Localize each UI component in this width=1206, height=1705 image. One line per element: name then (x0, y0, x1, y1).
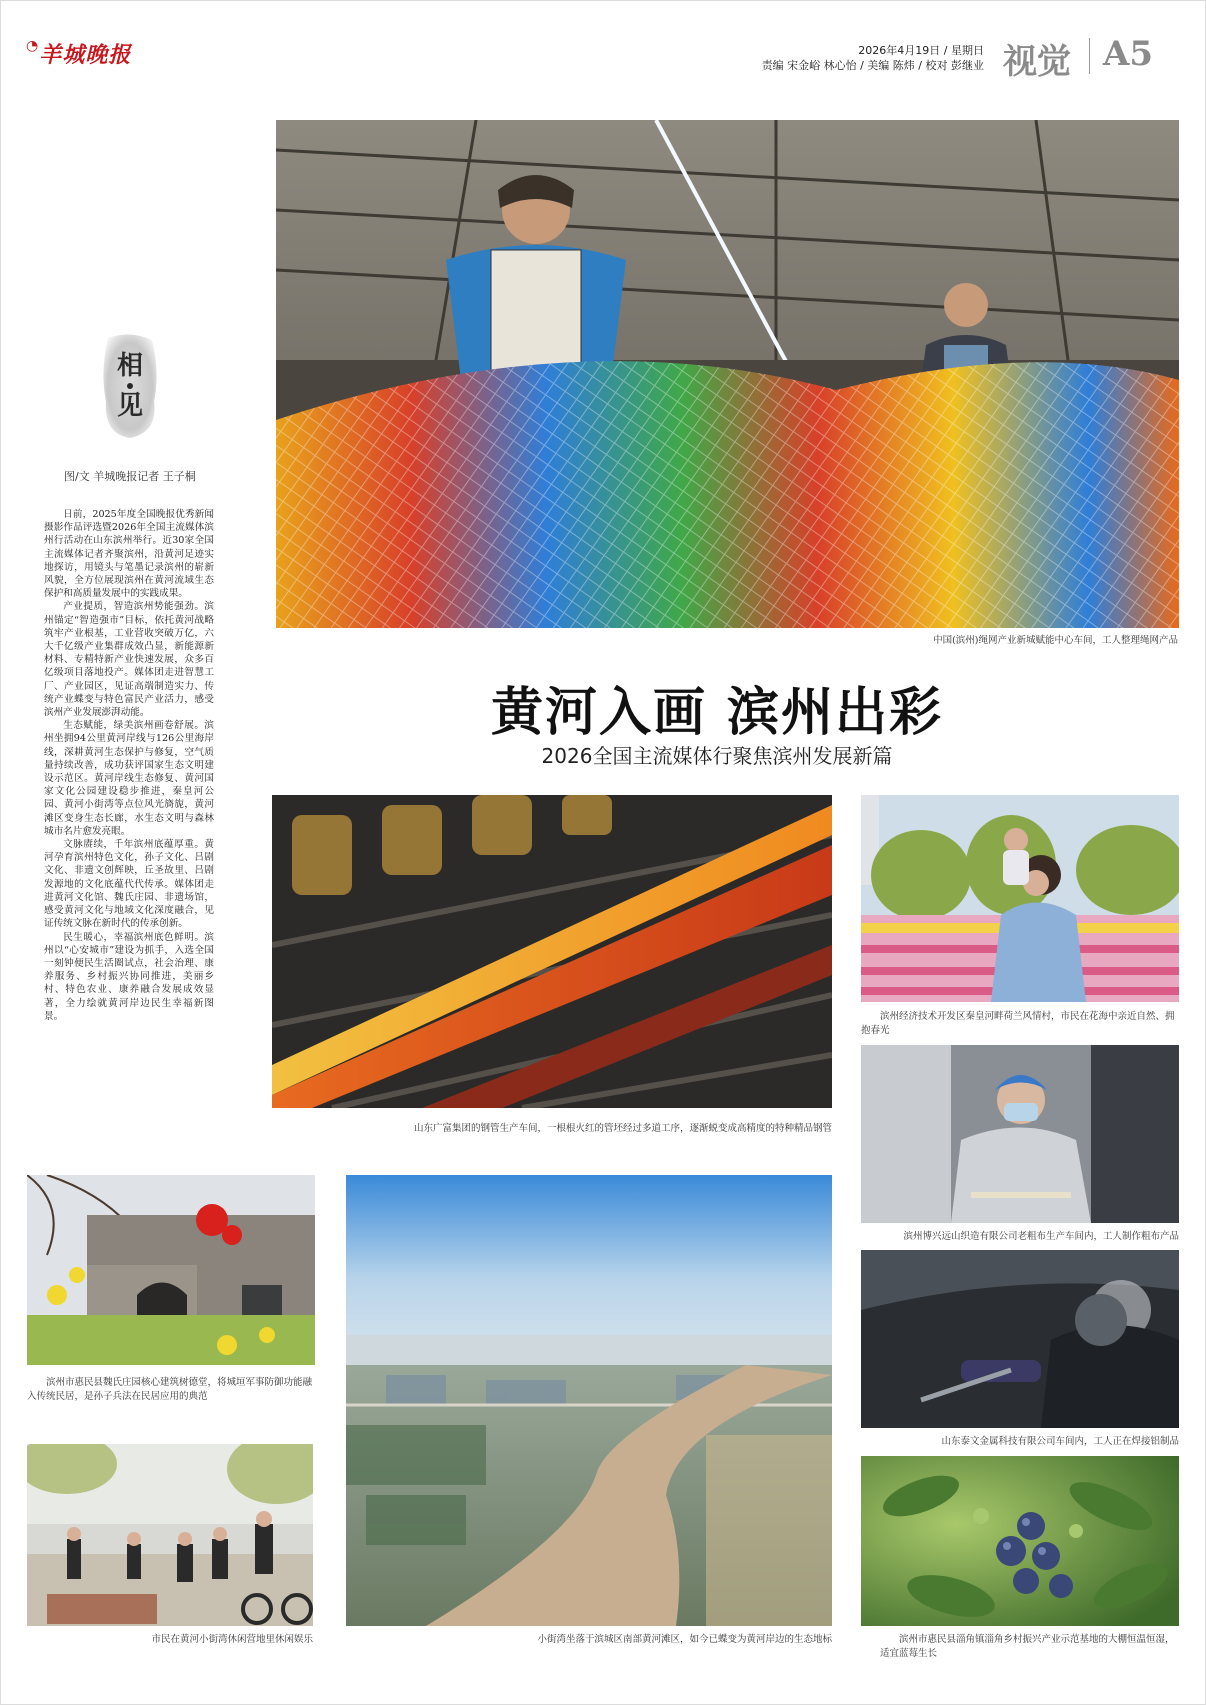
header-page-number: A5 (1103, 34, 1154, 74)
column-logo-top: 相 (116, 351, 144, 381)
article-body (44, 508, 214, 1023)
photo-steel-pipes (272, 795, 832, 1108)
caption-steel: 山东广富集团的钢管生产车间，一根根火红的管坯经过多道工序，逐渐蜕变成高精度的特种精品钢管 (413, 1123, 832, 1134)
header-divider (1089, 38, 1090, 74)
masthead-logo-text: 羊城晚报 (39, 42, 132, 68)
photo-welding (861, 1250, 1179, 1428)
caption-tulips: 滨州经济技术开发区秦皇河畔荷兰风情村，市民在花海中亲近自然、拥抱春光 (861, 1011, 1175, 1036)
main-title: 黄河入画 滨州出彩 (490, 682, 944, 743)
header-section: 视觉 (1003, 42, 1071, 82)
caption-blueberries: 滨州市惠民县淄角镇淄角乡村振兴产业示范基地的大棚恒温恒湿，适宜蓝莓生长 (880, 1634, 1175, 1659)
article-paragraph: 生态赋能，绿美滨州画卷舒展。滨州坐拥94公里黄河岸线与126公里海岸线，深耕黄河生态保护与修复，空气质量持续改善，成功获评国家生态文明建设示范区。黄河岸线生态修复、黄河国家文化公园建设稳步推进，秦皇河公园、黄河小街湾等点位风光旖旎，黄河滩区变身生态长廊，水生态文明与森林城市名片愈发亮眼。 (44, 720, 214, 837)
header-date: 2026年4月19日 / 星期日 (858, 44, 984, 57)
article-paragraph: 文脉赓续，千年滨州底蕴厚重。黄河孕育滨州特色文化，孙子文化、吕剧文化、非遗文创辉映，丘圣故里、吕剧发源地的文化底蕴代代传承。媒体团走进黄河文化馆、魏氏庄园、非遗场馆，感受黄河文化与地域文化深度融合，见证传统文脉在新时代的传承创新。 (44, 839, 214, 930)
article-paragraph: 产业提质，智造滨州势能强劲。滨州锚定“智造强市”目标，依托黄河战略筑牢产业根基，工业营收突破万亿，六大千亿级产业集群成效凸显，新能源新材料、专精特新产业快速发展，众多百亿级项目落地投产。媒体团走进智慧工厂、产业园区，见证高端制造实力、传统产业蝶变与特色富民产业活力，感受滨州产业发展澎湃动能。 (44, 601, 214, 719)
column-logo (100, 332, 160, 440)
ink-splash-icon (100, 332, 160, 440)
article-paragraph: 日前，2025年度全国晚报优秀新闻摄影作品评选暨2026年全国主流媒体滨州行活动在山东滨州举行。近30家全国主流媒体记者齐聚滨州，沿黄河足迹实地探访，用镜头与笔墨记录滨州的崭新风貌，全方位展现滨州在黄河流域生态保护和高质量发展中的实践成果。 (44, 509, 214, 600)
photo-tulips (861, 795, 1179, 1002)
logo-mark-icon: ◔ (26, 38, 40, 54)
column-logo-bottom: 见 (116, 391, 144, 421)
caption-welding: 山东泰文金属科技有限公司车间内，工人正在焊接铝制品 (941, 1436, 1179, 1447)
caption-riverside-camp: 市民在黄河小街湾休闲营地里休闲娱乐 (151, 1634, 313, 1645)
hero-photo-rope-nets (276, 120, 1179, 628)
caption-wei-manor: 滨州市惠民县魏氏庄园核心建筑树德堂，将城垣军事防御功能融入传统民居，是孙子兵法在民居应用的典范 (27, 1377, 313, 1402)
photo-textile (861, 1045, 1179, 1223)
photo-riverside-camp (27, 1444, 313, 1626)
header-editors: 责编 宋金峪 林心怡 / 美编 陈炜 / 校对 彭继业 (761, 59, 984, 72)
caption-yellow-river: 小街湾坐落于滨城区南部黄河滩区，如今已蝶变为黄河岸边的生态地标 (537, 1634, 832, 1645)
photo-wei-manor (27, 1175, 315, 1365)
caption-hero: 中国(滨州)绳网产业新城赋能中心车间，工人整理绳网产品 (933, 635, 1178, 646)
masthead-logo (26, 38, 131, 69)
byline: 图/文 羊城晚报记者 王子桐 (64, 470, 196, 483)
photo-blueberries (861, 1456, 1179, 1626)
caption-textile: 滨州博兴远山织造有限公司老粗布生产车间内，工人制作粗布产品 (903, 1231, 1179, 1242)
subtitle: 2026全国主流媒体行聚焦滨州发展新篇 (541, 744, 893, 768)
photo-yellow-river (346, 1175, 832, 1626)
article-paragraph: 民生暖心，幸福滨州底色鲜明。滨州以“心安城市”建设为抓手，入选全国一刻钟便民生活圈试点，社会治理、康养服务、乡村振兴协同推进，美丽乡村、特色农业、康养融合发展成效显著，全力绘就黄河岸边民生幸福新图景。 (44, 931, 214, 1022)
